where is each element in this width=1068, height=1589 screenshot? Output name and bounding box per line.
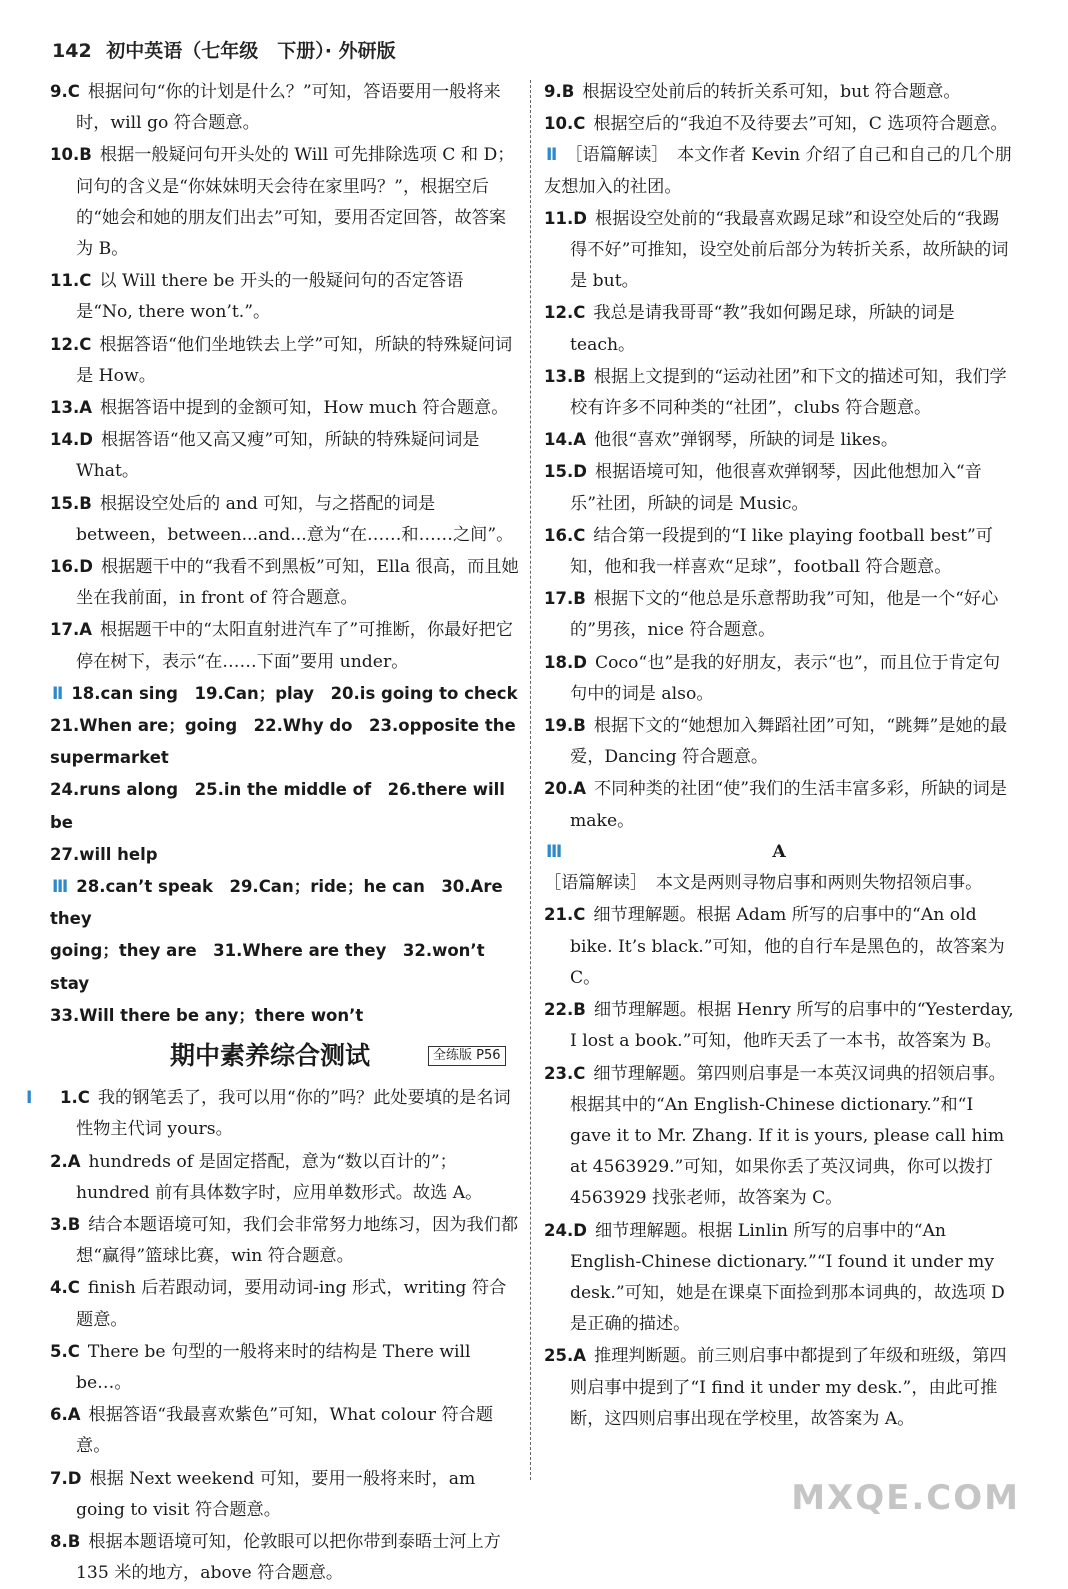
- answer-item: [50, 551, 520, 614]
- answer-number: 12.C: [50, 334, 92, 354]
- column-divider: [530, 80, 531, 1480]
- answer-item: [544, 1215, 1014, 1341]
- answer-item: [50, 488, 520, 551]
- answer-number: 11.D: [544, 208, 587, 228]
- reference-tag: 全练版 P56: [428, 1046, 506, 1066]
- answer-text: hundreds of 是固定搭配，意为“数以百计的”；hundred 前有具体数字时，应用单数形式。故选 A。: [76, 1151, 483, 1203]
- answer-text: There be 句型的一般将来时的结构是 There will be…。: [76, 1341, 471, 1393]
- page-number: 142: [52, 40, 92, 62]
- answer-item: [544, 456, 1014, 519]
- answer-number: 9.C: [50, 82, 80, 101]
- answer-text: 细节理解题。根据 Henry 所写的启事中的“Yesterday, I lost a book.”可知，他昨天丢了一本书，故答案为 B。: [570, 1000, 1014, 1052]
- answer-item: [544, 1340, 1014, 1435]
- answer-item: [544, 899, 1014, 994]
- answer-number: 5.C: [50, 1341, 80, 1361]
- answer-text: 细节理解题。第四则启事是一本英汉词典的招领启事。根据其中的“An English-Chinese dictionary.”和“I gave it to Mr. Zhang. If it is yours, please call him at 4563929.”可知，如果你丢了英汉词典，你可以拨打 4563929 找张老师，故答案为 C。: [570, 1063, 1006, 1209]
- answer-text: 根据 Next weekend 可知，要用一般将来时，am going to visit 符合题意。: [76, 1468, 476, 1520]
- section-mark: Ⅱ: [52, 683, 64, 704]
- answer-number: 16.C: [544, 525, 586, 545]
- answer-number: 8.B: [50, 1531, 81, 1551]
- answer-item: [544, 773, 1014, 836]
- answer-text: 根据答语中提到的金额可知，How much 符合题意。: [100, 398, 509, 419]
- answer-text: 根据一般疑问句开头处的 Will 可先排除选项 C 和 D；问句的含义是“你妹妹明天会待在家里吗？”，根据空后的“她会和她的朋友们出去”可知，要用否定回答，故答案为 B。: [76, 145, 515, 260]
- answer-item: [50, 424, 520, 487]
- answer-text: finish 后若跟动词，要用动词-ing 形式，writing 符合题意。: [76, 1278, 507, 1330]
- section-mark: Ⅲ: [52, 877, 69, 898]
- answer-text: 根据问句“你的计划是什么？”可知，答语要用一般将来时，will go 符合题意。: [76, 82, 501, 134]
- answer-item: [50, 329, 520, 392]
- book-title: 初中英语（七年级 下册）· 外研版: [106, 40, 396, 62]
- answer-item: [50, 1526, 520, 1589]
- answer-number: 23.C: [544, 1063, 586, 1083]
- answer-text: Coco“也”是我的好朋友，表示“也”，而且位于肯定句句中的词是 also。: [570, 652, 1001, 704]
- answer-number: 6.A: [50, 1405, 81, 1425]
- answer-item: [544, 203, 1014, 298]
- answer-number: 13.B: [544, 366, 586, 386]
- answer-number: 21.C: [544, 905, 586, 925]
- answer-number: 18.D: [544, 652, 587, 672]
- section-mark: Ⅱ: [546, 145, 558, 166]
- answer-item: [544, 297, 1014, 360]
- answer-text: 我总是请我哥哥“教”我如何踢足球，所缺的词是 teach。: [570, 303, 955, 355]
- section-2-line: Ⅱ 18.can sing 19.Can；play 20.is going to check: [50, 678, 520, 710]
- answer-number: 11.C: [50, 271, 92, 291]
- section-title: 期中素养综合测试: [170, 1041, 371, 1071]
- answer-number: 25.A: [544, 1346, 586, 1366]
- answer-text: 根据本题语境可知，伦敦眼可以把你带到泰晤士河上方 135 米的地方，above 符合题意。: [76, 1531, 501, 1584]
- answer-text: 根据题干中的“太阳直射进汽车了”可推断，你最好把它停在树下，表示“在……下面”要用 under。: [76, 620, 513, 672]
- answer-item: [50, 614, 520, 677]
- answer-item: [544, 710, 1014, 773]
- answer-item: [50, 1272, 520, 1335]
- left-column: 9.C 根据问句“你的计划是什么？”可知，答语要用一般将来时，will go 符合题意。 10.B 根据一般疑问句开头处的 Will 可先排除选项 C 和 D；问句的含义是“你妹妹明天会待在家里吗？”，根据空后的“她会和她的朋友们出去”可知，要用否定回答，故答案为 B。 11.C 以 Will there be 开头的一般疑问句的否定答语是“No, there won’t.”。 12.C 根据答语“他们坐地铁去上学”可知，所缺的特殊疑问词是 How。 13.A 根据答语中提到的金额可知，How much 符合题意。 14.D 根据答语“他又高又瘦”可知，所缺的特殊疑问词是 What。 15.B 根据设空处后的 and 可知，与之搭配的词是 between，between...and...意为“在……和……之间”。 16.D 根据题干中的“我看不到黑板”可知，Ella 很高，而且她坐在我前面，in front of 符合题意。 17.A 根据题干中的“太阳直射进汽车了”可推断，你最好把它停在树下，表示“在……下面”要用 under。 Ⅱ 18.can sing 19.Can；play 20.is going to check 21.When are；going 22.Why do 23.opposite the supermarket 24.runs along 25.in the middle of 26.there will be 27.will help Ⅲ 28.can’t speak 29.Can；ride；he can 30.Are they going；they are 31.Where are they 32.won’t stay 33.Will there be any；there won’t 期中素养综合测试 全练版 P56 Ⅰ 1.C 我的钢笔丢了，我可以用“你的”吗？此处要填的是名词性物主代词 yours。 2.A hundreds of 是固定搭配，意为“数以百计的”；hundred 前有具体数字时，应用单数形式。故选 A。 3.B 结合本题语境可知，我们会非常努力地练习，因为我们都想“赢得”篮球比赛，win 符合题意。 4.C finish 后若跟动词，要用动词-ing 形式，writing 符合题意。 5.C There be 句型的一般将来时的结构是 There will be…。 6.A 根据答语“我最喜欢紫色”可知，What colour 符合题意。 7.D 根据 Next weekend 可知，要用一般将来时，am going to visit 符合题意。 8.B 根据本题语境可知，伦敦眼可以把你带到泰晤士河上方 135 米的地方，above 符合题意。: [50, 76, 520, 1589]
- answer-text: 不同种类的社团“使”我们的生活丰富多彩，所缺的词是 make。: [570, 779, 1007, 831]
- answer-item: [50, 1146, 520, 1209]
- answer-text: 根据设空处后的 and 可知，与之搭配的词是 between，between...and...意为“在……和……之间”。: [76, 493, 514, 545]
- section-3-intro: ［语篇解读］ 本文是两则寻物启事和两则失物招领启事。: [544, 873, 983, 894]
- answer-text: 根据下文的“她想加入舞蹈社团”可知，“跳舞”是她的最爱，Dancing 符合题意。: [570, 716, 1008, 768]
- answer-item: [50, 1463, 520, 1526]
- answer-text: 根据题干中的“我看不到黑板”可知，Ella 很高，而且她坐在我前面，in front of 符合题意。: [76, 557, 519, 609]
- answer-item: [544, 424, 1014, 456]
- answer-number: 9.B: [544, 82, 575, 101]
- answer-number: 4.C: [50, 1278, 80, 1298]
- answer-number: 17.A: [50, 620, 92, 640]
- answer-number: 17.B: [544, 589, 586, 609]
- answer-item: [544, 1058, 1014, 1215]
- answer-text: 根据答语“他们坐地铁去上学”可知，所缺的特殊疑问词是 How。: [76, 334, 513, 386]
- answer-item: [544, 583, 1014, 646]
- answer-item: [544, 76, 1014, 108]
- answer-text: 根据上文提到的“运动社团”和下文的描述可知，我们学校有许多不同种类的“社团”，clubs 符合题意。: [570, 366, 1007, 419]
- answer-item: [50, 76, 520, 139]
- answer-number: 16.D: [50, 557, 93, 577]
- watermark: MXQE.COM: [791, 1478, 1020, 1518]
- answer-item: [544, 361, 1014, 424]
- answer-text: 推理判断题。前三则启事中都提到了年级和班级，第四则启事中提到了“I find it under my desk.”，由此可推断，这四则启事出现在学校里，故答案为 A。: [570, 1346, 1007, 1429]
- answer-text: 根据语境可知，他很喜欢弹钢琴，因此他想加入“音乐”社团，所缺的词是 Music。: [570, 462, 982, 514]
- answer-item: [50, 1209, 520, 1272]
- answer-item: [50, 1399, 520, 1462]
- answer-item: [544, 994, 1014, 1057]
- answer-item: [50, 1336, 520, 1399]
- answer-number: 15.D: [544, 462, 587, 482]
- answer-number: 14.A: [544, 430, 586, 450]
- page-header: [52, 36, 396, 63]
- answer-text: 根据下文的“他总是乐意帮助我”可知，他是一个“好心的”男孩，nice 符合题意。: [570, 589, 999, 641]
- right-column: [544, 76, 1014, 1435]
- section-mark: Ⅲ: [546, 841, 563, 862]
- answer-number: 13.A: [50, 398, 92, 418]
- answer-text: 细节理解题。根据 Linlin 所写的启事中的“An English-Chinese dictionary.”“I found it under my desk.”可知，她是在课桌下面捡到那本词典的，故选项 D 是正确的描述。: [570, 1220, 1005, 1335]
- answer-text: 根据空后的“我迫不及待要去”可知，C 选项符合题意。: [593, 114, 1008, 135]
- answer-text: 根据设空处前的“我最喜欢踢足球”和设空处后的“我踢得不好”可推知，设空处前后部分为转折关系，故所缺的词是 but。: [570, 208, 1009, 292]
- answer-text: 根据设空处前后的转折关系可知，but 符合题意。: [582, 82, 961, 102]
- answer-item: [544, 520, 1014, 583]
- answer-item: [50, 392, 520, 424]
- answer-number: 14.D: [50, 430, 93, 450]
- answer-text: 根据答语“我最喜欢紫色”可知，What colour 符合题意。: [76, 1405, 494, 1457]
- answer-text: 结合第一段提到的“I like playing football best”可知，他和我一样喜欢“足球”，football 符合题意。: [570, 525, 993, 578]
- answer-number: 2.A: [50, 1151, 81, 1171]
- answer-number: 15.B: [50, 493, 92, 513]
- answer-number: 7.D: [50, 1468, 82, 1488]
- answer-text: 结合本题语境可知，我们会非常努力地练习，因为我们都想“赢得”篮球比赛，win 符合题意。: [76, 1214, 519, 1267]
- passage-label: A: [772, 842, 786, 863]
- answer-number: 10.B: [50, 145, 92, 165]
- answer-text: 根据答语“他又高又瘦”可知，所缺的特殊疑问词是 What。: [76, 430, 480, 482]
- answer-item: [544, 647, 1014, 710]
- section-2-intro: Ⅱ ［语篇解读］ 本文作者 Kevin 介绍了自己和自己的几个朋友想加入的社团。: [544, 140, 1014, 202]
- answer-number: 24.D: [544, 1220, 587, 1240]
- section-title-row: [50, 1038, 520, 1078]
- answer-number: 22.B: [544, 1000, 586, 1020]
- answer-number: 19.B: [544, 716, 586, 736]
- answer-text: 他很“喜欢”弹钢琴，所缺的词是 likes。: [594, 430, 899, 451]
- answer-number: 3.B: [50, 1214, 81, 1234]
- answer-item: [50, 139, 520, 265]
- answer-item: [544, 108, 1014, 140]
- section-3-line: Ⅲ 28.can’t speak 29.Can；ride；he can 30.Are they: [50, 871, 520, 935]
- answer-number: 12.C: [544, 303, 586, 323]
- answer-number: 20.A: [544, 779, 586, 799]
- section-1-item: Ⅰ 1.C 我的钢笔丢了，我可以用“你的”吗？此处要填的是名词性物主代词 yours。: [26, 1088, 511, 1140]
- answer-item: [50, 265, 520, 328]
- answer-text: 以 Will there be 开头的一般疑问句的否定答语是“No, there won’t.”。: [76, 271, 464, 323]
- answer-text: 细节理解题。根据 Adam 所写的启事中的“An old bike. It’s black.”可知，他的自行车是黑色的，故答案为 C。: [570, 905, 1005, 988]
- answer-number: 10.C: [544, 114, 586, 134]
